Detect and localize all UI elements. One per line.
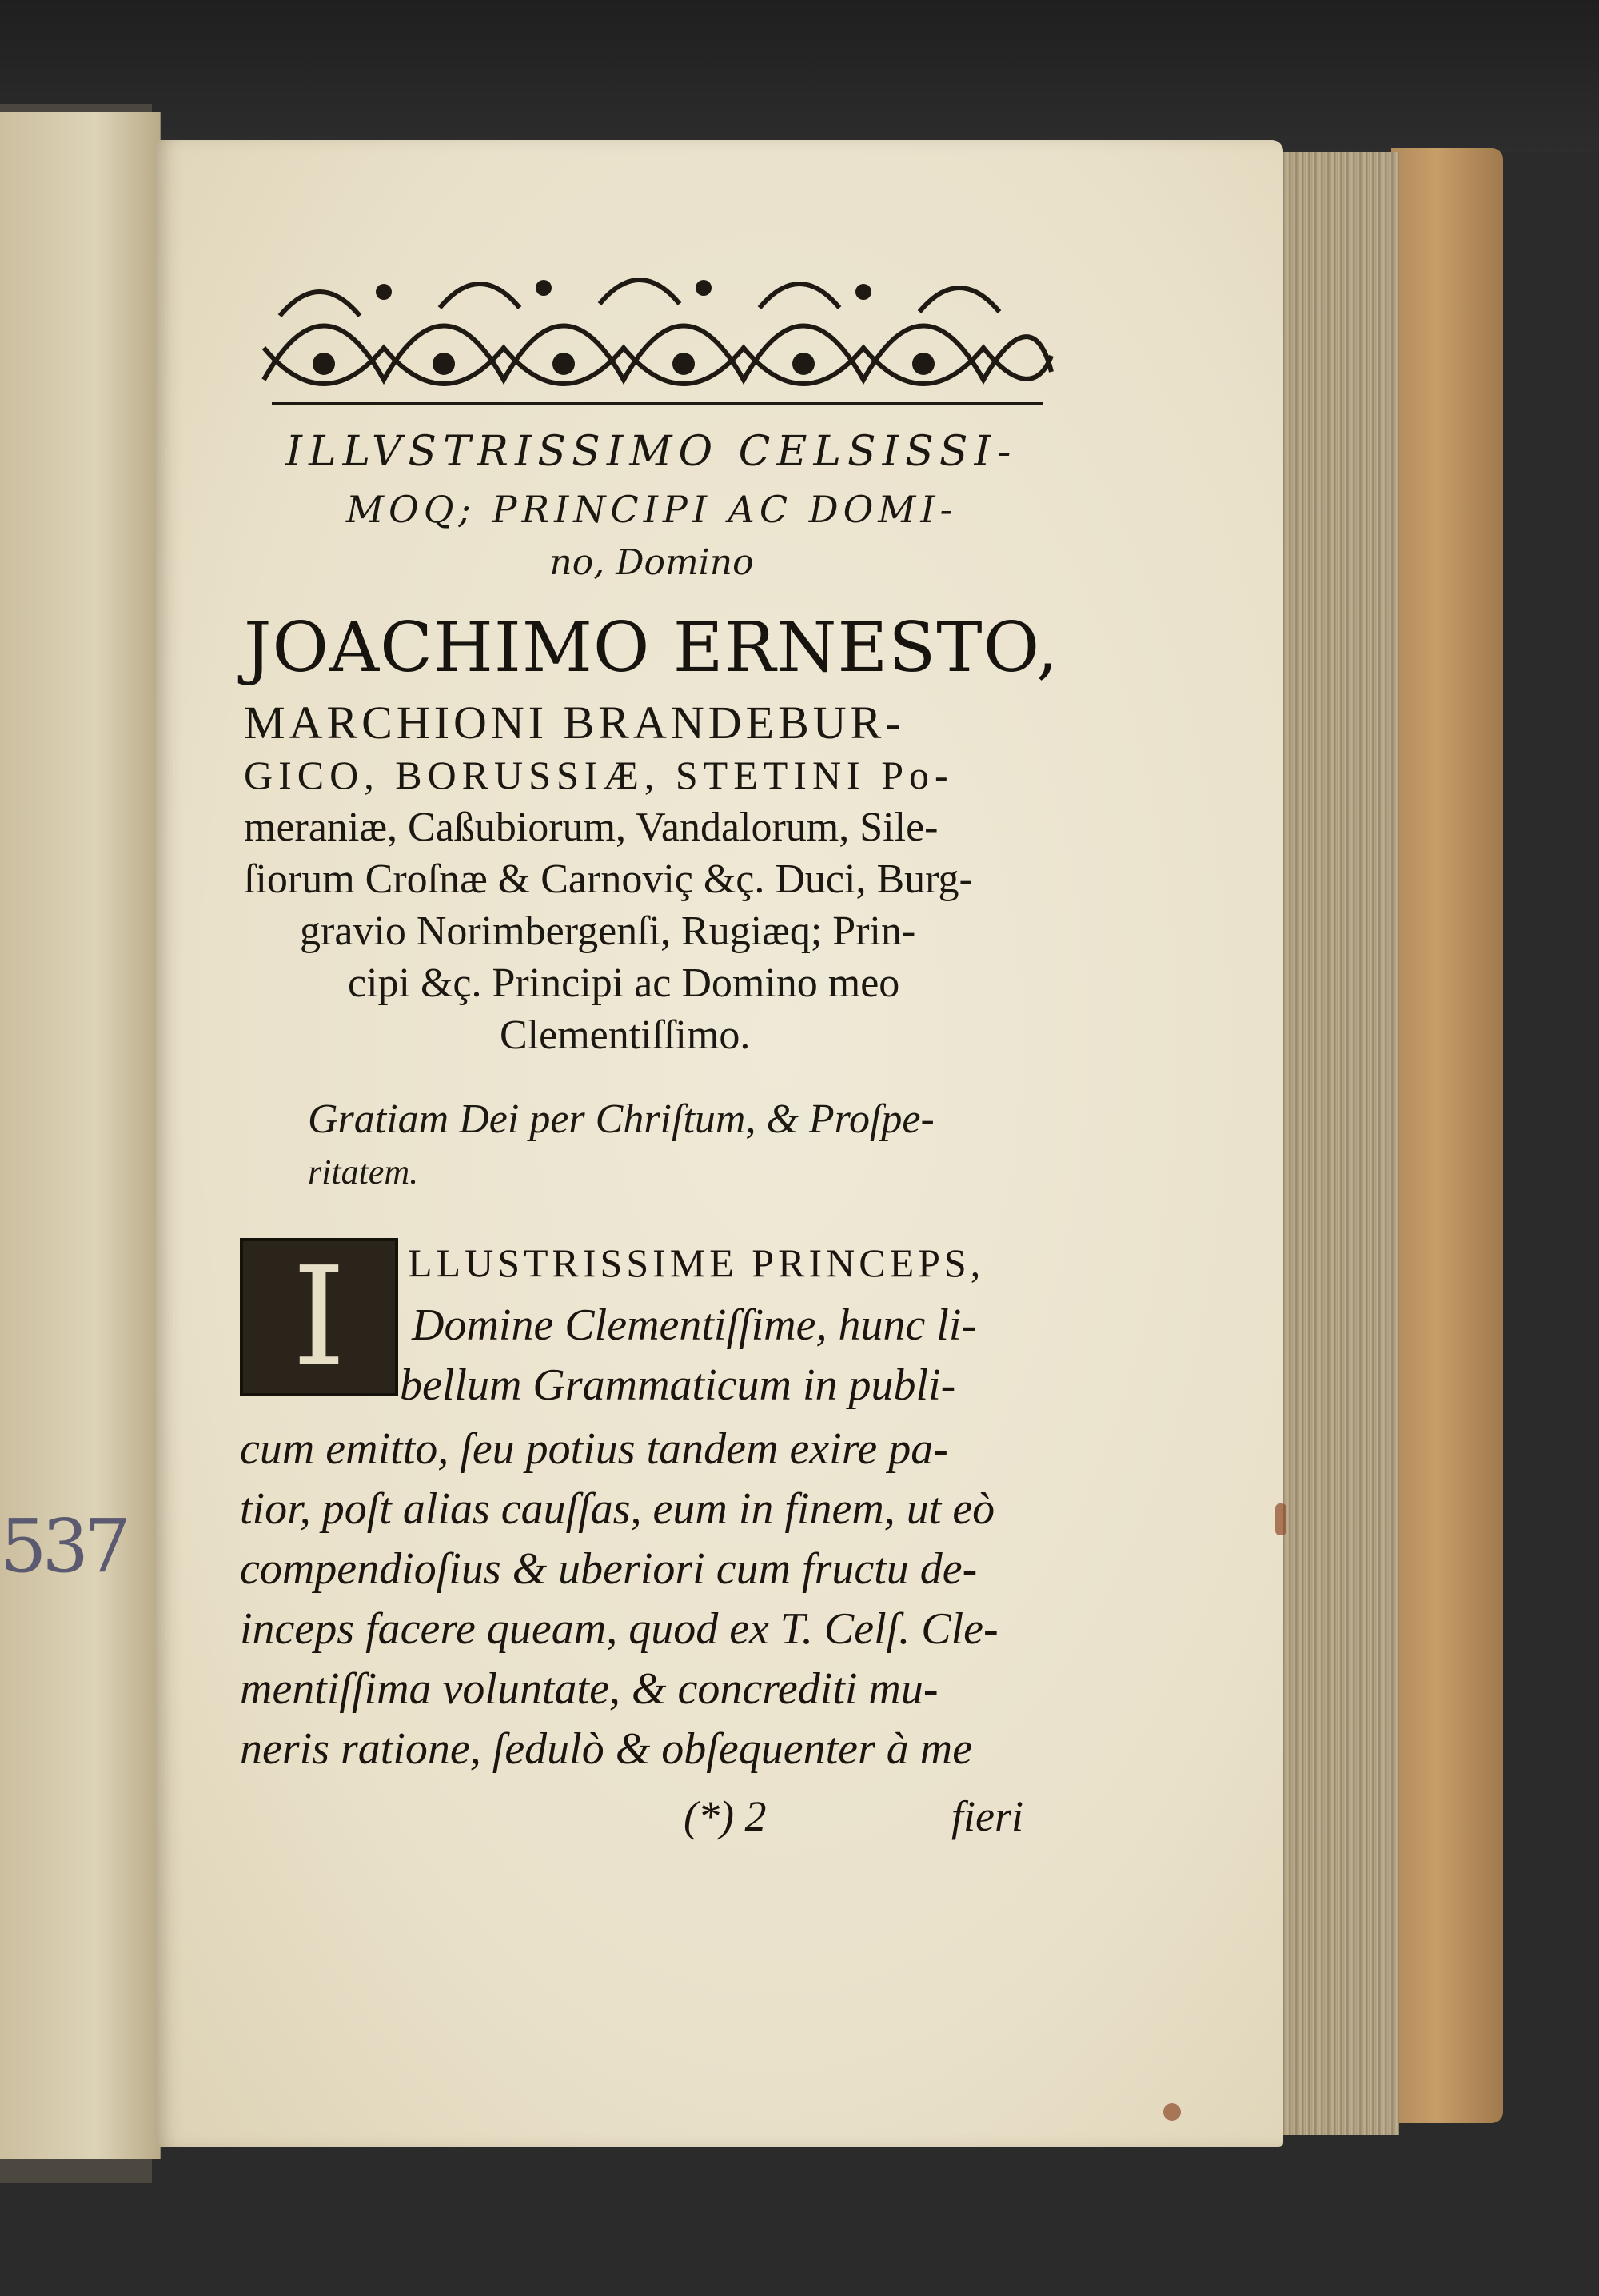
heading-line-2: MOQ; PRINCIPI AC DOMI-	[345, 488, 958, 531]
body-line: tior, poſt alias cauſſas, eum in finem, ut eò	[240, 1484, 995, 1534]
body-line: neris ratione, ſedulò & obſequenter à me	[240, 1724, 973, 1774]
title-line: ſiorum Croſnæ & Carnoviç &ç. Duci, Burg-	[244, 857, 973, 902]
body-line: bellum Grammaticum in publi-	[400, 1360, 956, 1410]
backdrop	[0, 0, 1599, 152]
foxing-spot	[1163, 2103, 1181, 2121]
body-line: compendioſius & uberiori cum fructu de-	[240, 1544, 978, 1594]
left-page	[0, 112, 161, 2159]
heading-line-3: no, Domino	[549, 542, 754, 583]
decorated-initial	[240, 1238, 398, 1396]
salutation-line: Gratiam Dei per Chriſtum, & Proſpe-	[308, 1096, 935, 1142]
foxing-spot	[1275, 1503, 1286, 1535]
heading-line-1: ILLVSTRISSIMO CELSISSI-	[285, 428, 1018, 476]
title-line: cipi &ç. Principi ac Domino meo	[348, 960, 900, 1006]
book-binding	[1391, 148, 1503, 2123]
catchword: fieri	[951, 1792, 1023, 1840]
salutation-line: ritatem.	[308, 1152, 419, 1192]
body-line: mentiſſima voluntate, & concrediti mu-	[240, 1664, 939, 1714]
title-line: gravio Norimbergenſi, Rugiæq; Prin-	[300, 908, 916, 954]
title-line: MARCHIONI BRANDEBUR-	[244, 697, 905, 749]
signature-mark: (*) 2	[684, 1792, 767, 1840]
fore-edge	[1279, 152, 1399, 2135]
title-line: Clementiſſimo.	[500, 1012, 751, 1058]
title-line: GICO, BORUSSIÆ, STETINI Po-	[244, 753, 954, 797]
ornament-icon	[256, 260, 1055, 408]
body-line: cum emitto, ſeu potius tandem exire pa-	[240, 1424, 948, 1474]
body-line: inceps facere queam, quod ex T. Celſ. Cle-	[240, 1604, 999, 1654]
dedicatee-name: JOACHIMO ERNESTO,	[244, 608, 1059, 688]
margin-note: 537	[0, 1503, 126, 1589]
body-line: Domine Clementiſſime, hunc li-	[412, 1300, 977, 1350]
title-line: meraniæ, Caßubiorum, Vandalorum, Sile-	[244, 805, 939, 850]
body-line: LLUSTRISSIME PRINCEPS,	[408, 1240, 985, 1285]
initial-letter: I	[292, 1238, 346, 1396]
